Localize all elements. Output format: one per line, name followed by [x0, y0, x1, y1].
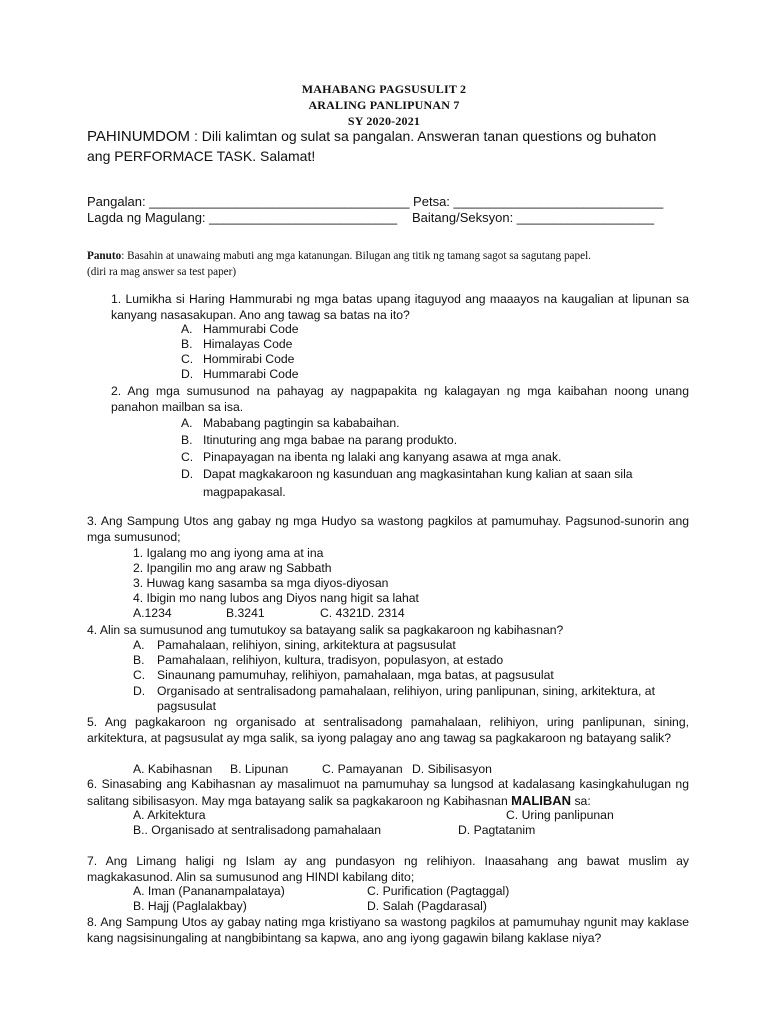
grade-section-field[interactable]: Baitang/Seksyon: ___________________: [412, 210, 655, 225]
q2-option-c-text: Pinapayagan na ibenta ng lalaki ang kanyang asawa at mga anak.: [203, 450, 562, 464]
option-letter: D.: [181, 367, 194, 381]
q1-option-d-text: Hummarabi Code: [203, 367, 299, 381]
q3-item-1: 1. Igalang mo ang iyong ama at ina: [133, 546, 324, 560]
q1-option-b[interactable]: [181, 337, 193, 351]
q3-choice-c[interactable]: C. 4321: [320, 606, 363, 620]
option-letter: A.: [133, 638, 145, 652]
reminder-line-2: ang PERFORMACE TASK. Salamat!: [87, 148, 316, 164]
q2-option-b[interactable]: [181, 433, 193, 447]
option-letter: A.: [181, 322, 193, 336]
question-1: 1. Lumikha si Haring Hammurabi ng mga batas upang itaguyod ang maaayos na kaugalian at lipunan sa kanyang nasasakupan. Ano ang tawag sa batas na ito?: [111, 292, 689, 322]
exam-title: MAHABANG PAGSUSULIT 2: [301, 82, 467, 96]
question-2: 2. Ang mga sumusunod na pahayag ay nagpapakita ng kalagayan ng mga kaibahan noong unang panahon mailban sa isa.: [111, 384, 689, 414]
question-4: 4. Alin sa sumusunod ang tumutukoy sa batayang salik sa pagkakaroon ng kabihasnan?: [87, 623, 564, 637]
q3-choice-d[interactable]: D. 2314: [362, 606, 405, 620]
instructions-line-1: [87, 250, 591, 262]
school-year: SY 2020-2021: [347, 114, 421, 128]
q2-option-a[interactable]: [181, 416, 193, 430]
q1-option-d[interactable]: [181, 367, 193, 381]
q5-choice-c[interactable]: C. Pamayanan: [322, 762, 403, 776]
option-letter: B.: [133, 653, 145, 667]
q1-option-b-text: Himalayas Code: [203, 337, 293, 351]
q3-choice-b[interactable]: B.3241: [226, 606, 265, 620]
q3-item-4: 4. Ibigin mo nang lubos ang Diyos nang higit sa lahat: [133, 591, 419, 605]
question-7: 7. Ang Limang haligi ng Islam ay ang pundasyon ng relihiyon. Inaasahang ang bawat muslim ay magkakasunod. Alin sa sumusunod ang HINDI kabilang dito;: [87, 854, 689, 884]
option-letter: D.: [181, 467, 194, 481]
name-date-field[interactable]: Pangalan: ____________________________________ Petsa: _____________________________: [87, 194, 664, 209]
q1-option-a-text: Hammurabi Code: [203, 322, 299, 336]
q4-option-d-text: Organisado at sentralisadong pamahalaan, relihiyon, uring panlipunan, sining, arkitektura, at: [157, 684, 655, 698]
q1-option-c-text: Hommirabi Code: [203, 352, 295, 366]
q5-choice-b[interactable]: B. Lipunan: [230, 762, 289, 776]
q2-option-d[interactable]: [181, 467, 193, 481]
q4-option-c[interactable]: [133, 668, 145, 682]
q6-emphasis: MALIBAN: [511, 792, 572, 808]
q7-choice-d[interactable]: D. Salah (Pagdarasal): [367, 899, 487, 913]
q4-option-a[interactable]: [133, 638, 145, 652]
option-letter: A.: [181, 416, 193, 430]
option-letter: B.: [181, 433, 193, 447]
q6-choice-b[interactable]: B.. Organisado at sentralisadong pamahalaan: [133, 823, 381, 837]
instructions-line-2: (diri ra mag answer sa test paper): [87, 266, 237, 278]
q4-option-b-text: Pamahalaan, relihiyon, kultura, tradisyon, populasyon, at estado: [157, 653, 504, 667]
option-letter: D.: [133, 684, 146, 698]
q2-option-d-continued: magpapakasal.: [203, 485, 286, 499]
q2-option-a-text: Mababang pagtingin sa kababaihan.: [203, 416, 400, 430]
parent-signature-field[interactable]: Lagda ng Magulang: __________________________: [87, 210, 398, 225]
q5-choice-a[interactable]: A. Kabihasnan: [133, 762, 213, 776]
q2-option-d-text: Dapat magkakaroon ng kasunduan ang magkasintahan kung kalian at saan sila: [203, 467, 633, 481]
instructions-label: Panuto: [87, 250, 122, 262]
question-6: [87, 777, 689, 809]
question-8: 8. Ang Sampung Utos ay gabay nating mga kristiyano sa wastong pagkilos at pamumuhay ngunit may kaklase kang nagsisinungaling at nangbibintang sa kapwa, ano ang iyong gagawin bilang kaklase niya?: [87, 915, 689, 945]
q2-option-c[interactable]: [181, 450, 193, 464]
q6-text-after: sa:: [571, 793, 591, 808]
option-letter: B.: [181, 337, 193, 351]
q3-item-2: 2. Ipangilin mo ang araw ng Sabbath: [133, 561, 332, 575]
q6-choice-d[interactable]: D. Pagtatanim: [458, 823, 536, 837]
subject-title: ARALING PANLIPUNAN 7: [308, 98, 460, 112]
q4-option-d[interactable]: [133, 684, 145, 698]
q3-item-3: 3. Huwag kang sasamba sa mga diyos-diyosan: [133, 576, 389, 590]
reminder-text-1: : Dili kalimtan og sulat sa pangalan. Answeran tanan questions og buhaton: [190, 128, 657, 144]
q6-text-before: 6. Sinasabing ang Kabihasnan ay masalimuot na pamumuhay sa lungsod at kadalasang kasingkahulugan ng salitang sibilisasyon. May mga batayang salik sa pagkakaroon ng Kabihasnan: [87, 777, 689, 808]
reminder-line-1: [87, 128, 656, 145]
option-letter: C.: [133, 668, 146, 682]
q4-option-a-text: Pamahalaan, relihiyon, sining, arkitektura at pagsusulat: [157, 638, 456, 652]
q6-choice-c[interactable]: C. Uring panlipunan: [506, 808, 614, 822]
option-letter: C.: [181, 450, 194, 464]
q1-option-c[interactable]: [181, 352, 193, 366]
q1-option-a[interactable]: [181, 322, 193, 336]
q7-choice-c[interactable]: C. Purification (Pagtaggal): [367, 884, 510, 898]
instructions-text: : Basahin at unawaing mabuti ang mga katanungan. Bilugan ang titik ng tamang sagot sa sagutang papel.: [121, 250, 591, 262]
q6-choice-a[interactable]: A. Arkitektura: [133, 808, 206, 822]
option-letter: C.: [181, 352, 194, 366]
q4-option-c-text: Sinaunang pamumuhay, relihiyon, pamahalaan, mga batas, at pagsusulat: [157, 668, 554, 682]
question-5: 5. Ang pagkakaroon ng organisado at sentralisadong pamahalaan, relihiyon, uring panlipunan, sining, arkitektura, at pagsusulat ay mga salik, sa iyong palagay ano ang tawag sa pagkakaroon ng batayang salik?: [87, 715, 689, 745]
q3-choice-a[interactable]: A.1234: [133, 606, 172, 620]
q2-option-b-text: Itinuturing ang mga babae na parang produkto.: [203, 433, 458, 447]
q5-choice-d[interactable]: D. Sibilisasyon: [412, 762, 492, 776]
q7-choice-b[interactable]: B. Hajj (Paglalakbay): [133, 899, 247, 913]
question-3: 3. Ang Sampung Utos ang gabay ng mga Hudyo sa wastong pagkilos at pamumuhay. Pagsunod-sunorin ang mga sumusunod;: [87, 514, 689, 544]
q4-option-d-continued: pagsusulat: [157, 699, 216, 713]
reminder-label: PAHINUMDOM: [87, 128, 191, 145]
q7-choice-a[interactable]: A. Iman (Pananampalataya): [133, 884, 285, 898]
q4-option-b[interactable]: [133, 653, 145, 667]
